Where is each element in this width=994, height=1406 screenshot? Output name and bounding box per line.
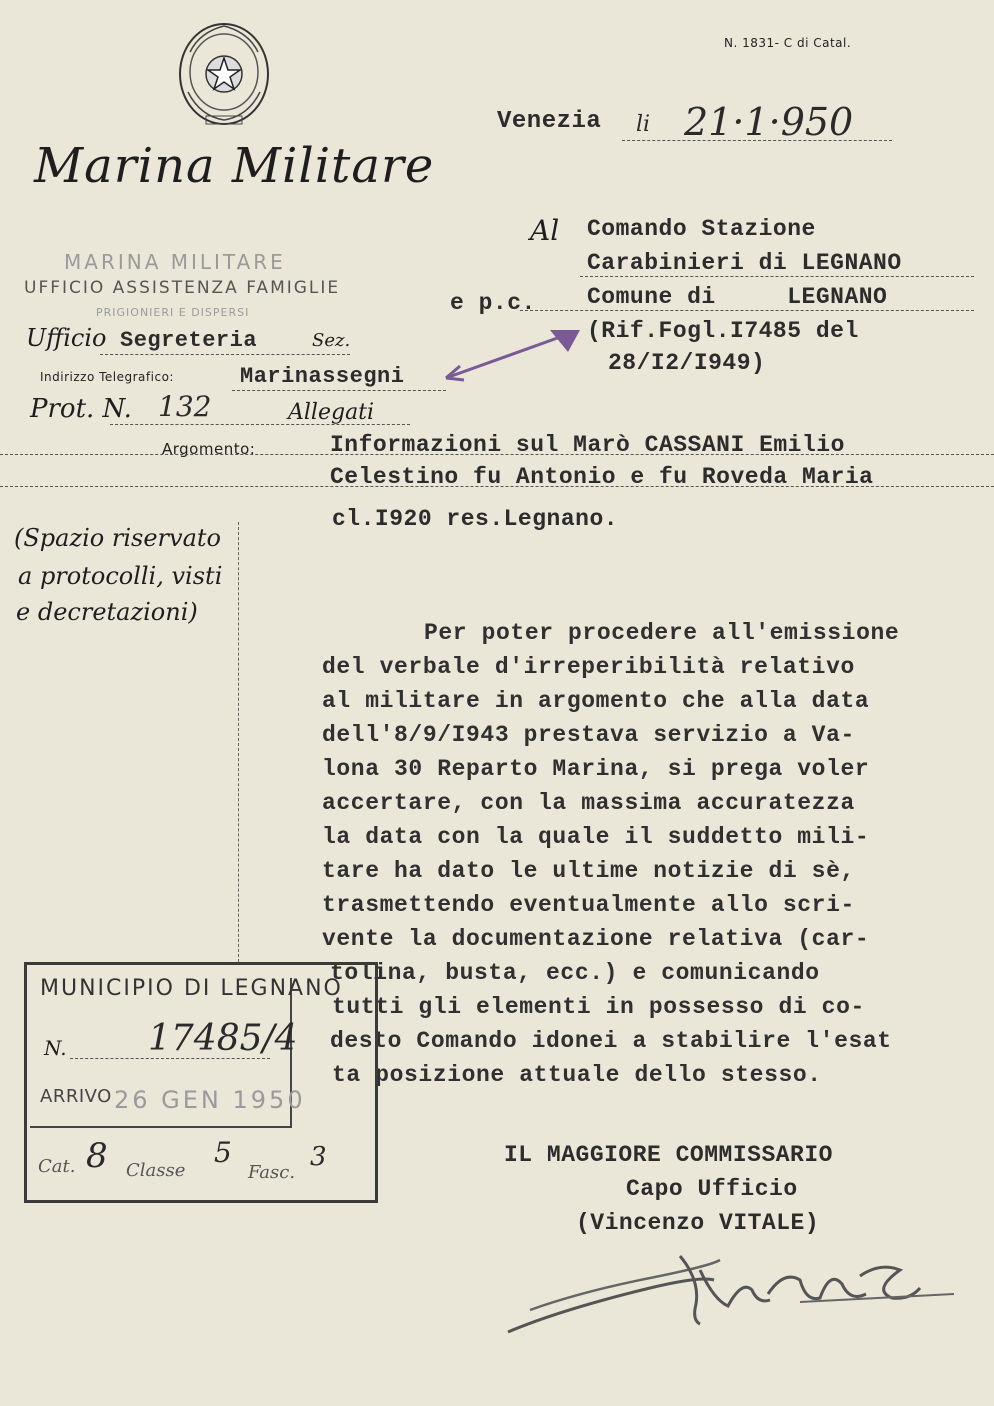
emblem-icon [170,12,278,130]
signature-name: (Vincenzo VITALE) [576,1210,820,1236]
stamp-classe-value: 5 [214,1136,232,1169]
stamp-arrivo-date: 26 GEN 1950 [114,1086,306,1114]
ufficio-label: Ufficio [26,324,107,352]
recipient-line3: Comune di LEGNANO [587,284,888,310]
stamp-cat-label: Cat. [38,1156,76,1177]
stamp-cat-value: 8 [86,1136,108,1176]
allegati-label: Allegati [288,400,375,425]
signature-icon [500,1240,960,1340]
telegraph-underline [232,390,446,391]
recipient-underline3 [520,310,974,311]
stamp-fasc-label: Fasc. [248,1162,296,1183]
body-line: ta posizione attuale dello stesso. [332,1062,822,1088]
stamp-number-underline [70,1058,270,1059]
margin-note-line1: (Spazio riservato [14,524,221,552]
recipient-line2: Carabinieri di LEGNANO [587,250,902,276]
body-line: vente la documentazione relativa (car- [322,926,870,952]
subject-line1: Informazioni sul Marò CASSANI Emilio [330,432,845,458]
epc-label: e p.c. [450,290,536,316]
body-line: tutti gli elementi in possesso di co- [332,994,865,1020]
stamp-title: MUNICIPIO DI LEGNANO [40,976,343,1001]
body-line: tare ha dato le ultime notizie di sè, [322,858,855,884]
telegraph-label: Indirizzo Telegrafico: [40,370,174,384]
stamp-number-label: N. [44,1036,67,1060]
prot-label: Prot. N. [30,394,132,424]
body-line: desto Comando idonei a stabilire l'esat [330,1028,892,1054]
recipient-line1: Comando Stazione [587,216,816,242]
subject-label: Argomento: [162,440,256,458]
date-prefix: li [636,112,651,137]
recipient-underline2 [580,276,974,277]
body-line: lona 30 Reparto Marina, si prega voler [322,756,870,782]
recipient-line4: (Rif.Fogl.I7485 del [587,318,859,344]
recipient-line5: 28/I2/I949) [608,350,766,376]
margin-divider [238,522,239,962]
signature-role: Capo Ufficio [626,1176,798,1202]
prot-underline [110,424,410,425]
body-line: trasmettendo eventualmente allo scri- [322,892,855,918]
stamp-classe-label: Classe [126,1160,186,1181]
al-label: Al [530,214,560,247]
telegraph-value: Marinassegni [240,364,405,389]
subject-rule2 [0,486,994,487]
body-line: la data con la quale il suddetto mili- [322,824,870,850]
body-line: tolina, busta, ecc.) e comunicando [330,960,820,986]
stamp-number-value: 17485/4 [148,1018,298,1059]
prot-value: 132 [158,390,212,423]
org-name: Marina Militare [34,138,435,194]
arrow-icon [440,322,586,384]
ufficio-value: Segreteria [120,328,258,353]
margin-note-line2: a protocolli, visti [18,562,223,590]
body-line: al militare in argomento che alla data [322,688,870,714]
margin-note-line3: e decretazioni) [16,598,198,626]
body-line: Per poter procedere all'emissione [424,620,900,646]
body-line: dell'8/9/I943 prestava servizio a Va- [322,722,855,748]
signature-title: IL MAGGIORE COMMISSARIO [504,1142,833,1168]
subject-line3: cl.I920 res.Legnano. [332,506,619,532]
date-underline [622,140,892,141]
dept-stamp-line1: MARINA MILITARE [64,250,286,274]
place: Venezia [497,108,602,135]
ufficio-underline [100,354,350,355]
stamp-arrivo-label: ARRIVO [40,1086,112,1107]
sez-label: Sez. [312,330,351,351]
date: 21·1·950 [684,100,854,144]
reference-number: N. 1831- C di Catal. [724,36,852,50]
body-line: accertare, con la massima accuratezza [322,790,855,816]
stamp-fasc-value: 3 [310,1142,327,1172]
subject-line2: Celestino fu Antonio e fu Roveda Maria [330,464,874,490]
body-line: del verbale d'irreperibilità relativo [322,654,855,680]
dept-stamp-line2: UFFICIO ASSISTENZA FAMIGLIE [24,278,341,298]
dept-stamp-line3: PRIGIONIERI E DISPERSI [96,306,250,319]
